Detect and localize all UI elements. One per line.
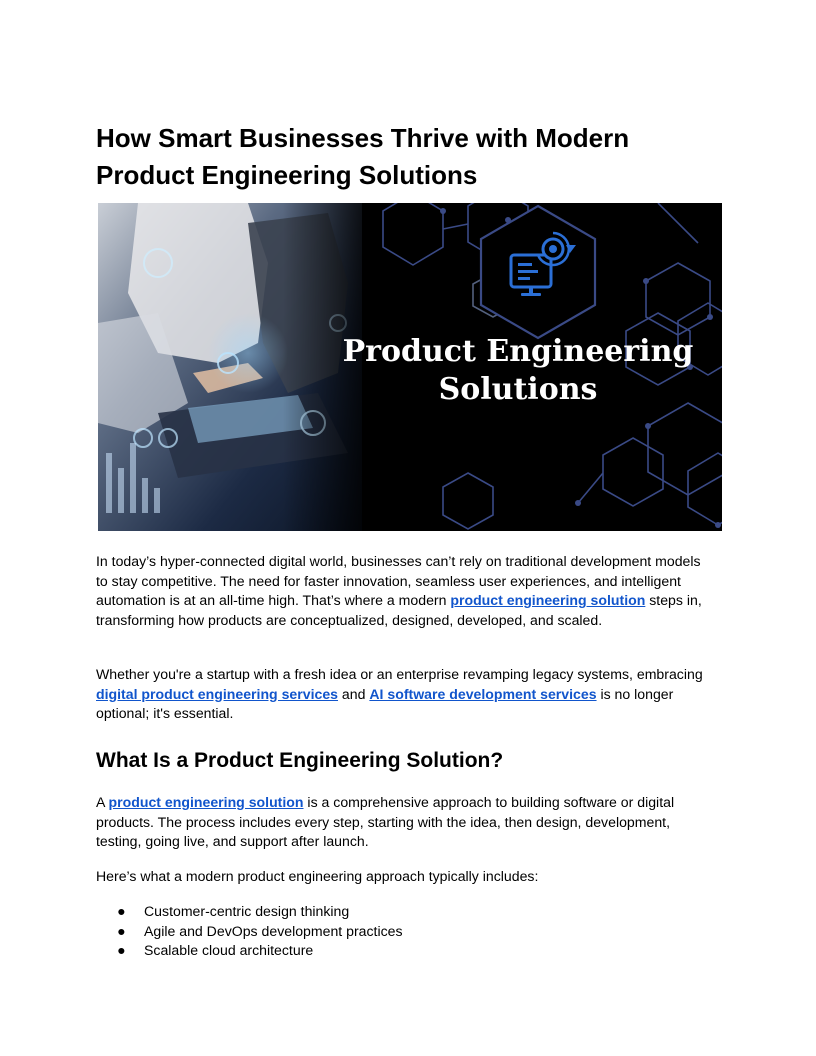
list-item	[96, 902, 403, 922]
hero-graphic	[98, 203, 722, 531]
text-span: Whether you're a startup with a fresh idea or an enterprise revamping legacy systems, embracing	[96, 666, 703, 682]
product-engineering-solution-link-2[interactable]: product engineering solution	[108, 794, 304, 810]
product-engineering-solution-link[interactable]: product engineering solution	[450, 592, 646, 608]
digital-product-engineering-services-link[interactable]: digital product engineering services	[96, 685, 339, 702]
bullet-icon: ●	[117, 903, 126, 919]
hero-title-line1: Product Engineering	[342, 334, 694, 369]
hero-title-line2: Solutions	[438, 372, 598, 407]
feature-list	[96, 902, 403, 961]
intro-paragraph-2	[96, 665, 708, 724]
text-span: is no longer optional; it's essential.	[96, 685, 674, 721]
list-item-text: Agile and DevOps development practices	[144, 922, 403, 939]
bullet-icon: ●	[117, 922, 126, 939]
list-item-text: Scalable cloud architecture	[144, 942, 314, 958]
photo-panel	[98, 203, 362, 531]
list-item	[96, 941, 403, 961]
text-span: In today’s hyper-connected digital world, businesses can’t rely on traditional development models to stay competitive. The need for faster innovation, seamless user experiences, and intelligent automation is at an all-time high. That’s where a modern	[96, 553, 701, 608]
list-item	[96, 922, 403, 942]
hero-image	[98, 203, 722, 531]
section-heading: What Is a Product Engineering Solution?	[96, 749, 504, 772]
bullet-icon: ●	[117, 942, 126, 958]
page-title: How Smart Businesses Thrive with Modern Product Engineering Solutions	[96, 123, 630, 190]
section-paragraph-2: Here’s what a modern product engineering approach typically includes:	[96, 868, 539, 884]
text-span: steps in, transforming how products are conceptualized, designed, developed, and scaled.	[96, 592, 702, 628]
text-span: A	[96, 794, 109, 810]
section-paragraph-1	[96, 793, 708, 852]
ai-software-development-services-link[interactable]: AI software development services	[369, 685, 597, 702]
list-item-text: Customer-centric design thinking	[144, 903, 350, 919]
intro-paragraph-1	[96, 552, 708, 630]
text-span: is a comprehensive approach to building software or digital products. The process includes every step, starting with the idea, then design, development, testing, going live, and support after launch.	[96, 794, 675, 849]
monitor-gear-icon	[481, 206, 595, 338]
text-span: and	[338, 685, 370, 702]
